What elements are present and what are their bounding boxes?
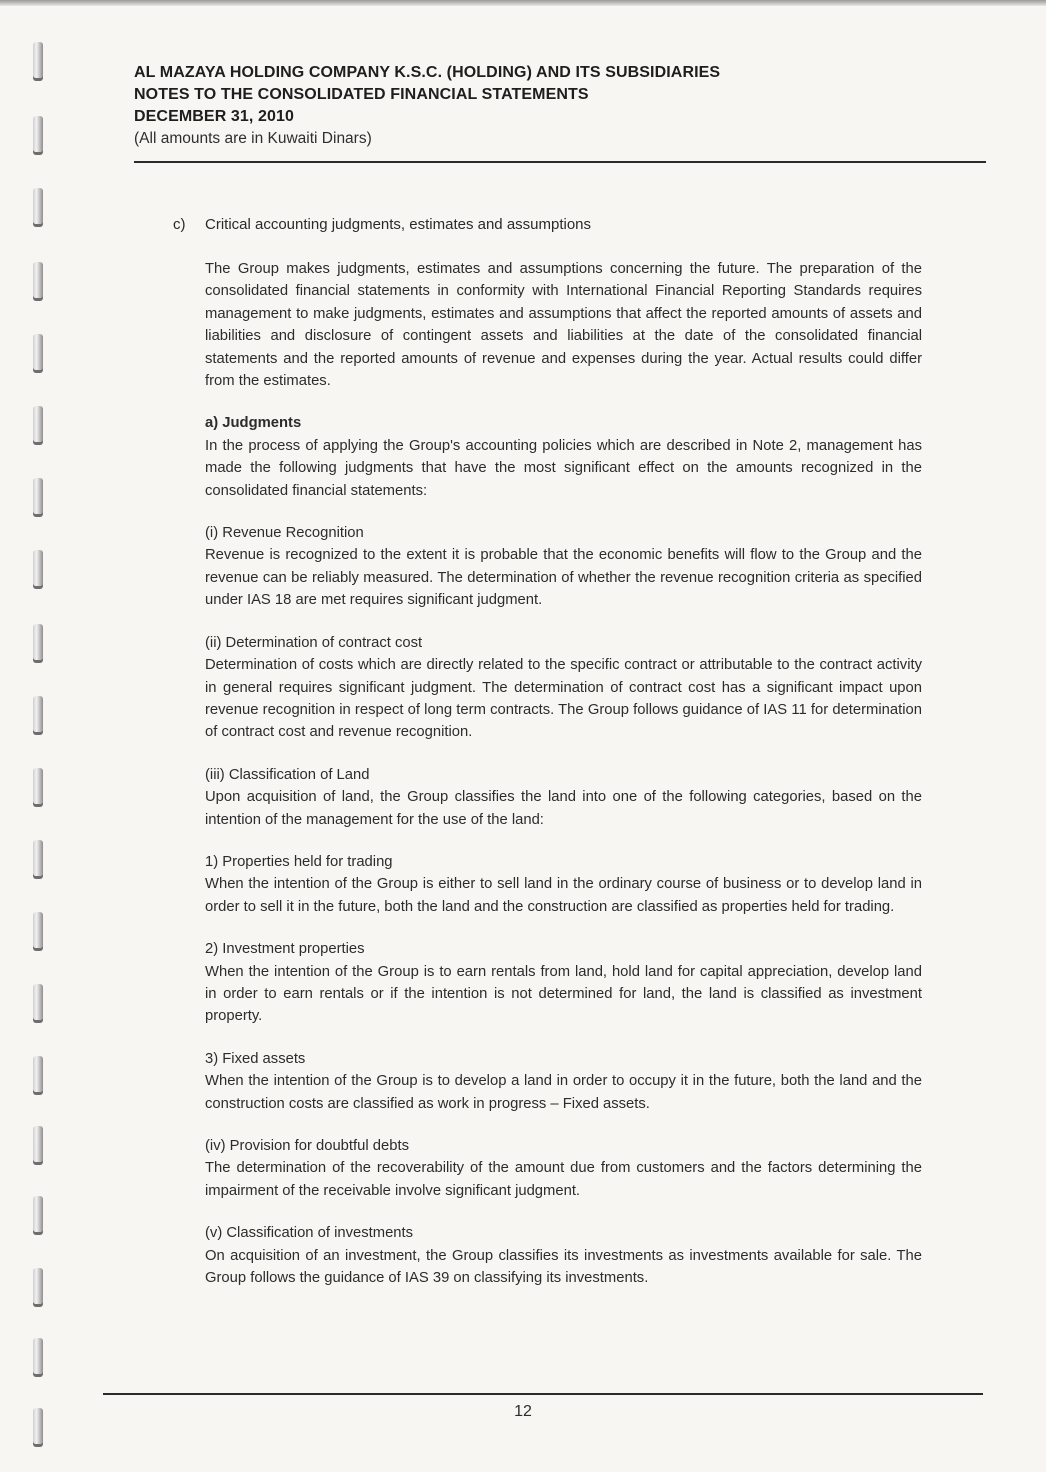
judgment-item xyxy=(205,938,922,1028)
section-intro: The Group makes judgments, estimates and assumptions concerning the future. The preparation of the consolidated financial statements in conformity with International Financial Reporting Standards requires management to make judgments, estimates and assumptions that affect the reported amounts of assets and liabilities and disclosure of contingent assets and liabilities at the date of the consolidated financial statements and the reported amounts of revenue and expenses during the year. Actual results could differ from the estimates. xyxy=(205,261,922,390)
judgment-item-title: (iii) Classification of Land xyxy=(205,766,370,783)
judgment-item-text: On acquisition of an investment, the Group classifies its investments as investments available for sale. The Group follows the guidance of IAS 39 on classifying its investments. xyxy=(205,1247,922,1287)
notes-body xyxy=(205,258,922,1309)
binding-hole xyxy=(33,840,43,876)
section-marker: c) xyxy=(173,216,186,233)
document-header xyxy=(134,62,986,150)
judgment-item-text: Upon acquisition of land, the Group classifies the land into one of the following categories, based on the intention of the management for the use of the land: xyxy=(205,789,922,828)
binding-hole xyxy=(33,912,43,948)
company-name: AL MAZAYA HOLDING COMPANY K.S.C. (HOLDING) AND ITS SUBSIDIARIES xyxy=(134,64,721,81)
binding-hole xyxy=(33,984,43,1020)
binding-hole xyxy=(33,696,43,732)
binding-hole xyxy=(33,624,43,660)
section-heading xyxy=(173,214,591,235)
judgment-item xyxy=(205,1222,922,1289)
binding-hole xyxy=(33,768,43,804)
binding-hole xyxy=(33,550,43,586)
page-top-edge xyxy=(0,0,1046,6)
binding-hole xyxy=(33,188,43,224)
judgment-item-text: When the intention of the Group is either to sell land in the ordinary course of business or to develop land in order to sell it in the future, both the land and the construction are classified as properties held for trading. xyxy=(205,876,922,915)
judgment-item-title: (ii) Determination of contract cost xyxy=(205,634,423,651)
binding-hole xyxy=(33,116,43,152)
judgment-item xyxy=(205,1135,922,1202)
judgment-item-text: Revenue is recognized to the extent it is probable that the economic benefits will flow to the Group and the revenue can be reliably measured. The determination of whether the revenue recognition criteria as specified under IAS 18 are met requires significant judgment. xyxy=(205,547,922,609)
currency-note: (All amounts are in Kuwaiti Dinars) xyxy=(134,130,372,147)
judgment-item-title: 1) Properties held for trading xyxy=(205,853,393,870)
judgment-item-title: (v) Classification of investments xyxy=(205,1225,414,1242)
binding-strip xyxy=(0,0,60,1472)
page-number: 12 xyxy=(514,1403,532,1420)
document-title: NOTES TO THE CONSOLIDATED FINANCIAL STATEMENTS xyxy=(134,86,589,103)
judgment-item-title: 3) Fixed assets xyxy=(205,1050,306,1067)
judgment-item xyxy=(205,1048,922,1115)
judgment-item xyxy=(205,522,922,612)
binding-hole xyxy=(33,334,43,370)
judgment-item-title: (i) Revenue Recognition xyxy=(205,525,364,542)
judgments-intro: In the process of applying the Group's accounting policies which are described in Note 2, management has made the following judgments that have the most significant effect on the amounts recognized in the consolidated financial statements: xyxy=(205,437,922,499)
statement-date: DECEMBER 31, 2010 xyxy=(134,108,294,125)
binding-hole xyxy=(33,42,43,78)
judgments-block xyxy=(205,412,922,502)
binding-hole xyxy=(33,1126,43,1162)
binding-hole xyxy=(33,1338,43,1374)
judgment-item-title: (iv) Provision for doubtful debts xyxy=(205,1138,409,1154)
header-divider xyxy=(134,161,986,163)
binding-hole xyxy=(33,1056,43,1092)
judgment-item-text: The determination of the recoverability of the amount due from customers and the factors determining the impairment of the receivable involve significant judgment. xyxy=(205,1160,922,1199)
judgment-item xyxy=(205,764,922,831)
judgment-item-text: When the intention of the Group is to develop a land in order to occupy it in the future, both the land and the construction costs are classified as work in progress – Fixed assets. xyxy=(205,1073,922,1112)
binding-hole xyxy=(33,1196,43,1232)
binding-hole xyxy=(33,262,43,298)
binding-hole xyxy=(33,1268,43,1304)
section-title: Critical accounting judgments, estimates and assumptions xyxy=(205,216,592,233)
binding-hole xyxy=(33,406,43,442)
judgment-item-text: When the intention of the Group is to earn rentals from land, hold land for capital appreciation, develop land in order to earn rentals or if the intention is not determined for land, the land is classified as investment property. xyxy=(205,963,922,1025)
judgment-item-text: Determination of costs which are directly related to the specific contract or attributable to the contract activity in general requires significant judgment. The determination of contract cost has a significant impact upon revenue recognition in respect of long term contracts. The Group follows guidance of IAS 11 for determination of contract cost and revenue recognition. xyxy=(205,657,922,741)
judgment-item xyxy=(205,851,922,918)
binding-hole xyxy=(33,478,43,514)
judgment-item-title: 2) Investment properties xyxy=(205,941,365,958)
judgment-item xyxy=(205,632,922,744)
section-intro-block xyxy=(205,258,922,392)
footer-divider xyxy=(103,1393,983,1395)
judgments-heading: a) Judgments xyxy=(205,415,302,432)
